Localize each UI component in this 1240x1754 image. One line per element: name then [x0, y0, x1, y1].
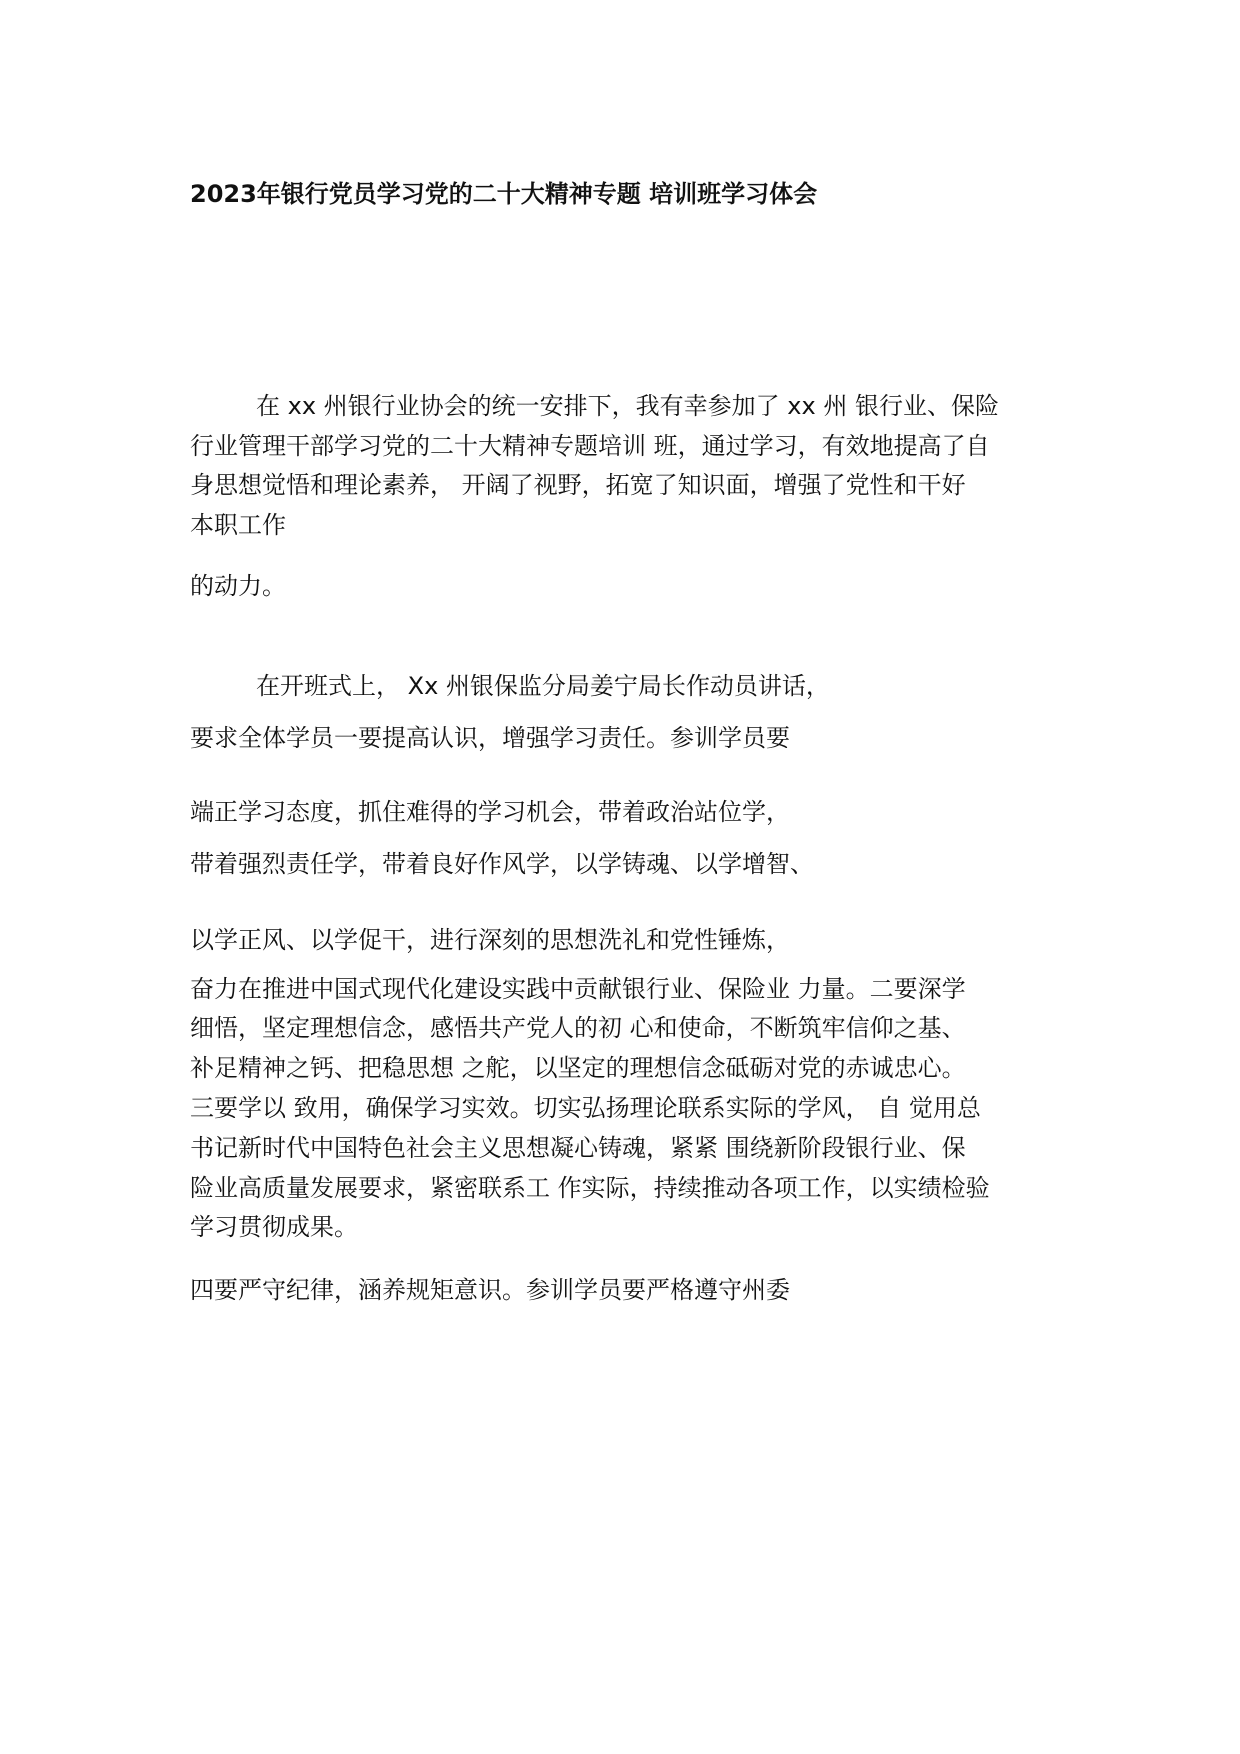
body-line: 险业高质量发展要求，紧密联系工 作实际，持续推动各项工作，以实绩检验: [190, 1174, 990, 1202]
document-title: 2023年银行党员学习党的二十大精神专题 培训班学习体会: [190, 180, 818, 208]
body-line: 补足精神之钙、把稳思想 之舵，以坚定的理想信念砥砺对党的赤诚忠心。: [190, 1054, 966, 1082]
body-line: 的动力。: [190, 572, 286, 600]
body-line: 本职工作: [190, 511, 286, 539]
body-line: 带着强烈责任学，带着良好作风学，以学铸魂、以学增智、: [190, 850, 814, 878]
body-line: 奋力在推进中国式现代化建设实践中贡献银行业、保险业 力量。二要深学: [190, 975, 966, 1003]
body-line: 在开班式上， Xx 州银保监分局姜宁局长作动员讲话，: [256, 672, 830, 700]
body-line: 要求全体学员一要提高认识，增强学习责任。参训学员要: [190, 724, 790, 752]
body-line: 学习贯彻成果。: [190, 1213, 358, 1241]
body-line: 三要学以 致用，确保学习实效。切实弘扬理论联系实际的学风， 自 觉用总: [190, 1094, 981, 1122]
body-line: 在 xx 州银行业协会的统一安排下，我有幸参加了 xx 州 银行业、保险: [256, 392, 999, 420]
body-line: 四要严守纪律，涵养规矩意识。参训学员要严格遵守州委: [190, 1276, 790, 1304]
body-line: 细悟，坚定理想信念，感悟共产党人的初 心和使命，不断筑牢信仰之基、: [190, 1014, 966, 1042]
body-line: 书记新时代中国特色社会主义思想凝心铸魂，紧紧 围绕新阶段银行业、保: [190, 1134, 966, 1162]
body-line: 行业管理干部学习党的二十大精神专题培训 班，通过学习，有效地提高了自: [190, 432, 990, 460]
body-line: 身思想觉悟和理论素养， 开阔了视野，拓宽了知识面，增强了党性和干好: [190, 471, 966, 499]
body-line: 端正学习态度，抓住难得的学习机会，带着政治站位学，: [190, 798, 790, 826]
body-line: 以学正风、以学促干，进行深刻的思想洗礼和党性锤炼，: [190, 926, 790, 954]
